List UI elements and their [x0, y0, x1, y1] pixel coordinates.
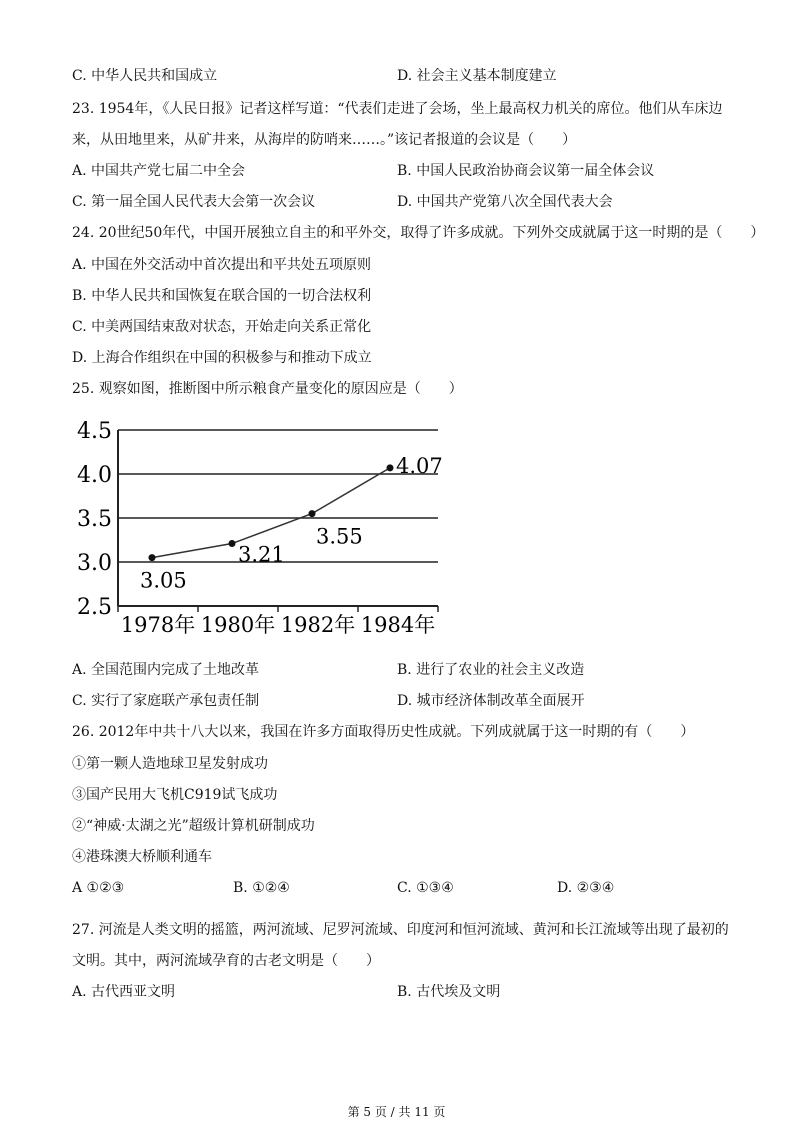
y-tick-label: 4.5: [77, 419, 112, 444]
q26-item-3: ③国产民用大飞机C919试飞成功: [72, 787, 278, 803]
q25-option-c: C. 实行了家庭联产承包责任制: [72, 693, 260, 709]
x-tick-label: 1984年: [360, 613, 436, 637]
q26-option-a: A ①②③: [72, 880, 125, 896]
data-point: [229, 540, 236, 547]
q22-option-c: C. 中华人民共和国成立: [72, 68, 218, 84]
data-label: 4.07: [396, 453, 443, 478]
q25-stem: 25. 观察如图，推断图中所示粮食产量变化的原因应是（ ）: [72, 381, 463, 397]
page-footer: 第 5 页 / 共 11 页: [347, 1105, 446, 1119]
data-label: 3.21: [238, 542, 285, 567]
q27-option-b: B. 古代埃及文明: [397, 984, 501, 1000]
q23-stem-cont: 来，从田地里来，从矿井来，从海岸的防哨来……。”该记者报道的会议是（ ）: [72, 132, 577, 148]
q26-item-4: ④港珠澳大桥顺利通车: [72, 849, 212, 865]
q23-option-c: C. 第一届全国人民代表大会第一次会议: [72, 194, 316, 210]
data-point: [309, 510, 316, 517]
data-point: [387, 464, 394, 471]
q26-stem: 26. 2012年中共十八大以来，我国在许多方面取得历史性成就。下列成就属于这一时期的有（ ）: [72, 724, 695, 740]
data-label: 3.55: [316, 524, 363, 549]
q26-option-c: C. ①③④: [397, 880, 454, 896]
q25-option-a: A. 全国范围内完成了土地改革: [72, 662, 260, 678]
data-point: [149, 554, 156, 561]
q22-option-d: D. 社会主义基本制度建立: [397, 68, 557, 84]
q25-option-d: D. 城市经济体制改革全面展开: [397, 693, 585, 709]
q23-option-b: B. 中国人民政治协商会议第一届全体会议: [397, 163, 655, 179]
x-tick-label: 1980年: [200, 613, 276, 637]
q23-stem: 23. 1954年，《人民日报》记者这样写道：“代表们走进了会场，坐上最高权力机关的席位。他们从车床边: [72, 101, 723, 117]
q27-option-a: A. 古代西亚文明: [72, 984, 176, 1000]
grain-output-chart: [60, 415, 460, 645]
x-tick-label: 1978年: [120, 613, 196, 637]
y-tick-label: 3.5: [77, 507, 112, 532]
q26-item-2: ②“神威·太湖之光”超级计算机研制成功: [72, 818, 315, 834]
q25-option-b: B. 进行了农业的社会主义改造: [397, 662, 585, 678]
q26-option-d: D. ②③④: [557, 880, 615, 896]
q26-option-b: B. ①②④: [233, 880, 290, 896]
q27-stem-cont: 文明。其中，两河流域孕育的古老文明是（ ）: [72, 953, 380, 969]
q24-option-b: B. 中华人民共和国恢复在联合国的一切合法权利: [72, 288, 372, 304]
y-tick-label: 4.0: [77, 463, 112, 488]
q24-option-d: D. 上海合作组织在中国的积极参与和推动下成立: [72, 350, 372, 366]
y-tick-label: 3.0: [77, 551, 112, 576]
y-tick-label: 2.5: [77, 595, 112, 620]
data-label: 3.05: [140, 568, 187, 593]
q24-option-c: C. 中美两国结束敌对状态，开始走向关系正常化: [72, 319, 372, 335]
q24-stem: 24. 20世纪50年代，中国开展独立自主的和平外交，取得了许多成就。下列外交成就属于这一时期的是（ ）: [72, 225, 765, 241]
q24-option-a: A. 中国在外交活动中首次提出和平共处五项原则: [72, 257, 372, 273]
q23-option-a: A. 中国共产党七届二中全会: [72, 163, 246, 179]
x-tick-label: 1982年: [280, 613, 356, 637]
q26-item-1: ①第一颗人造地球卫星发射成功: [72, 756, 268, 772]
q27-stem: 27. 河流是人类文明的摇篮，两河流域、尼罗河流域、印度河和恒河流域、黄河和长江流域等出现了最初的: [72, 922, 729, 938]
q23-option-d: D. 中国共产党第八次全国代表大会: [397, 194, 613, 210]
